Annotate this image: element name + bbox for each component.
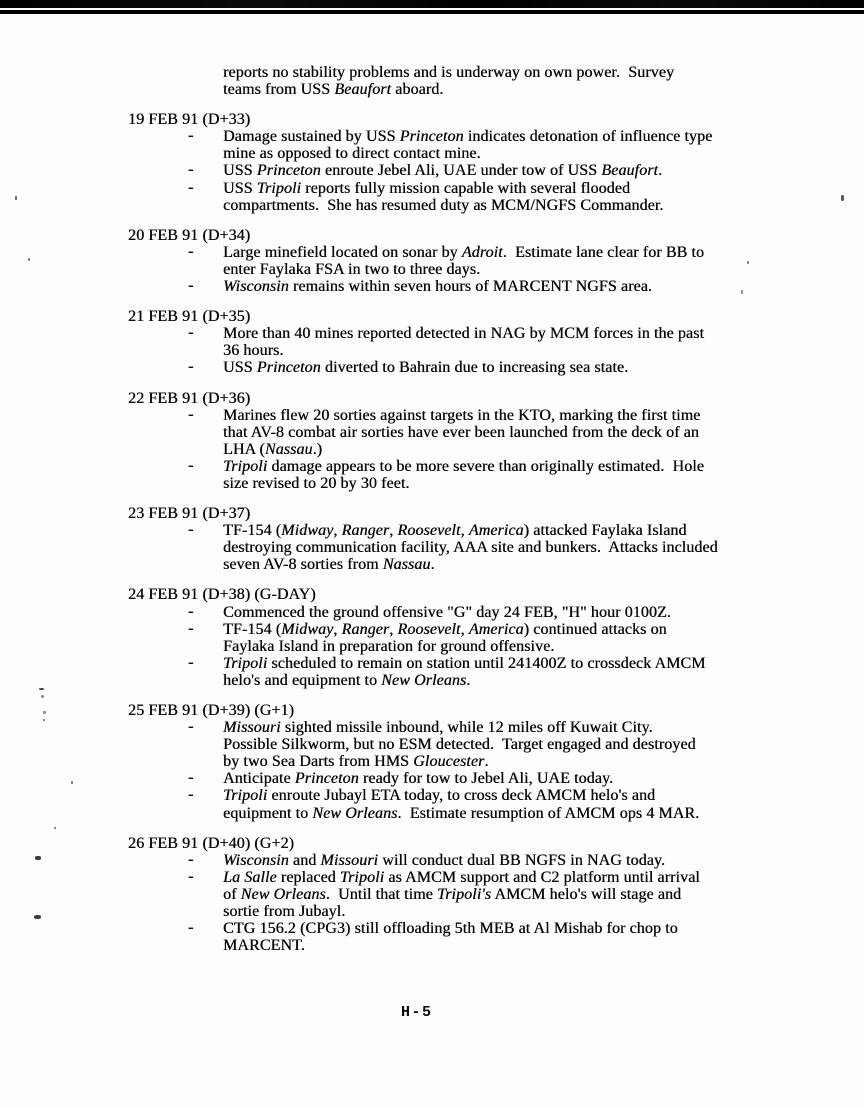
scan-speck xyxy=(41,695,44,698)
ship-name: Nassau xyxy=(264,440,313,458)
intro-paragraph xyxy=(223,64,828,98)
text-line: 36 hours. xyxy=(223,342,284,360)
date-section xyxy=(128,702,828,822)
ship-name: New Orleans xyxy=(381,671,467,689)
bullet-item xyxy=(188,718,828,771)
bullet-dash: - xyxy=(188,718,194,736)
scan-speck xyxy=(747,261,749,264)
text-line: Tripoli damage appears to be more severe than originally estimated. Hole xyxy=(223,457,704,475)
bullet-dash: - xyxy=(188,127,194,145)
bullet-dash: - xyxy=(188,919,194,937)
ship-name: Princeton xyxy=(256,359,321,377)
date-section xyxy=(128,308,828,376)
ship-name: La Salle xyxy=(223,868,277,886)
ship-name: Tripoli xyxy=(339,868,385,886)
document-body xyxy=(128,64,828,954)
text-line: Wisconsin and Missouri will conduct dual BB NGFS in NAG today. xyxy=(223,851,666,869)
ship-name: Beaufort xyxy=(601,162,659,180)
text-line: Damage sustained by USS Princeton indicates detonation of influence type xyxy=(223,128,713,146)
scan-artifact-top-line xyxy=(0,10,864,14)
ship-name: New Orleans xyxy=(240,885,326,903)
ship-name: Midway xyxy=(281,620,334,638)
text-line: Tripoli enroute Jubayl ETA today, to cross deck AMCM helo's and xyxy=(223,787,656,805)
text-line: destroying communication facility, AAA site and bunkers. Attacks included xyxy=(223,539,718,557)
ship-name: Tripoli xyxy=(223,654,268,672)
date-section xyxy=(128,586,828,689)
text-line: USS Princeton enroute Jebel Ali, UAE under tow of USS Beaufort. xyxy=(223,162,663,180)
text-line: Missouri sighted missile inbound, while 12 miles off Kuwait City. xyxy=(223,719,653,737)
text-line: of New Orleans. Until that time Tripoli's AMCM helo's will stage and xyxy=(223,885,682,903)
bullet-item xyxy=(188,602,828,621)
bullet-item xyxy=(188,277,828,296)
text-line: Possible Silkworm, but no ESM detected. Target engaged and destroyed xyxy=(223,736,696,754)
bullet-item xyxy=(188,456,828,492)
bullet-dash: - xyxy=(188,602,194,620)
bullet-dash: - xyxy=(188,653,194,671)
text-line: Faylaka Island in preparation for ground offensive. xyxy=(223,637,555,655)
section-heading: 19 FEB 91 (D+33) xyxy=(128,111,251,129)
section-heading: 24 FEB 91 (D+38) (G-DAY) xyxy=(128,586,316,604)
ship-name: Midway xyxy=(281,522,334,540)
bullet-item xyxy=(188,619,828,655)
text-line: compartments. She has resumed duty as MCM/NGFS Commander. xyxy=(223,196,664,214)
bullet-dash: - xyxy=(188,277,194,295)
bullet-item xyxy=(188,786,828,822)
text-line: Commenced the ground offensive "G" day 24 FEB, "H" hour 0100Z. xyxy=(223,603,671,621)
text-line: seven AV-8 sorties from Nassau. xyxy=(223,556,435,574)
bullet-dash: - xyxy=(188,521,194,539)
text-line: mine as opposed to direct contact mine. xyxy=(223,145,481,163)
scan-speck xyxy=(39,688,44,690)
scan-speck xyxy=(71,781,73,784)
scan-speck xyxy=(34,915,41,919)
text-line: USS Tripoli reports fully mission capable with several flooded xyxy=(223,179,631,197)
bullet-dash: - xyxy=(188,324,194,342)
bullet-dash: - xyxy=(188,867,194,885)
date-section xyxy=(128,835,828,955)
text-line: LHA (Nassau.) xyxy=(223,440,323,458)
ship-name: Gloucester xyxy=(413,753,485,771)
text-line: TF-154 (Midway, Ranger, Roosevelt, America) continued attacks on xyxy=(223,620,667,638)
date-section xyxy=(128,111,828,214)
ship-name: Ranger xyxy=(341,620,390,638)
text-line: Wisconsin remains within seven hours of MARCENT NGFS area. xyxy=(223,278,653,296)
section-heading: 21 FEB 91 (D+35) xyxy=(128,308,251,326)
text-line: helo's and equipment to New Orleans. xyxy=(223,671,471,689)
date-section xyxy=(128,227,828,295)
scan-artifact-top-bar xyxy=(0,0,864,8)
scan-speck xyxy=(841,195,844,201)
scan-speck xyxy=(15,196,17,200)
bullet-item xyxy=(188,521,828,574)
ship-name: Wisconsin xyxy=(223,851,289,869)
ship-name: America xyxy=(468,620,524,638)
bullet-item xyxy=(188,178,828,214)
ship-name: Princeton xyxy=(294,770,359,788)
bullet-dash: - xyxy=(188,456,194,474)
bullet-item xyxy=(188,161,828,180)
ship-name: Beaufort xyxy=(334,81,392,99)
scan-speck xyxy=(54,827,56,829)
bullet-dash: - xyxy=(188,178,194,196)
text-line: Marines flew 20 sorties against targets in the KTO, marking the first time xyxy=(223,406,701,424)
section-heading: 22 FEB 91 (D+36) xyxy=(128,389,251,407)
ship-name: Roosevelt xyxy=(397,522,461,540)
ship-name: Wisconsin xyxy=(223,278,289,296)
text-line: Large minefield located on sonar by Adroit. Estimate lane clear for BB to xyxy=(223,243,705,261)
section-heading: 26 FEB 91 (D+40) (G+2) xyxy=(128,834,295,852)
page-number: H-5 xyxy=(401,1004,433,1021)
bullet-item xyxy=(188,405,828,458)
bullet-dash: - xyxy=(188,619,194,637)
text-line: sortie from Jubayl. xyxy=(223,903,346,921)
ship-name: Roosevelt xyxy=(397,620,461,638)
ship-name: Tripoli xyxy=(256,179,302,197)
bullet-item xyxy=(188,919,828,955)
ship-name: Nassau xyxy=(382,556,431,574)
scan-speck xyxy=(35,856,41,860)
ship-name: Princeton xyxy=(399,128,464,146)
ship-name: Ranger xyxy=(341,522,390,540)
ship-name: Missouri xyxy=(320,851,379,869)
bullet-item xyxy=(188,127,828,163)
bullet-dash: - xyxy=(188,769,194,787)
text-line: USS Princeton diverted to Bahrain due to increasing sea state. xyxy=(223,359,629,377)
ship-name: Princeton xyxy=(256,162,321,180)
text-line: MARCENT. xyxy=(223,937,305,955)
scan-speck xyxy=(43,711,46,714)
ship-name: Tripoli's xyxy=(436,885,492,903)
text-line: teams from USS Beaufort aboard. xyxy=(223,81,444,99)
ship-name: Tripoli xyxy=(223,787,268,805)
text-line: CTG 156.2 (CPG3) still offloading 5th MEB at Al Mishab for chop to xyxy=(223,920,678,938)
ship-name: Tripoli xyxy=(223,457,268,475)
text-line: Anticipate Princeton ready for tow to Jebel Ali, UAE today. xyxy=(223,770,614,788)
ship-name: America xyxy=(468,522,524,540)
section-heading: 25 FEB 91 (D+39) (G+1) xyxy=(128,702,295,719)
bullet-item xyxy=(188,653,828,689)
bullet-dash: - xyxy=(188,161,194,179)
bullet-item xyxy=(188,242,828,278)
ship-name: New Orleans xyxy=(312,804,398,822)
scan-speck xyxy=(28,258,30,261)
text-line: enter Faylaka FSA in two to three days. xyxy=(223,260,481,278)
bullet-item xyxy=(188,850,828,869)
text-line: by two Sea Darts from HMS Gloucester. xyxy=(223,753,489,771)
section-heading: 23 FEB 91 (D+37) xyxy=(128,505,251,523)
text-line: Tripoli scheduled to remain on station until 241400Z to crossdeck AMCM xyxy=(223,654,706,672)
bullet-item xyxy=(188,358,828,377)
bullet-dash: - xyxy=(188,850,194,868)
text-line: La Salle replaced Tripoli as AMCM support and C2 platform until arrival xyxy=(223,868,700,886)
bullet-item xyxy=(188,867,828,921)
bullet-item xyxy=(188,769,828,788)
bullet-dash: - xyxy=(188,358,194,376)
bullet-item xyxy=(188,324,828,360)
text-line: TF-154 (Midway, Ranger, Roosevelt, America) attacked Faylaka Island xyxy=(223,522,687,540)
text-line: equipment to New Orleans. Estimate resumption of AMCM ops 4 MAR. xyxy=(223,804,700,822)
text-line: that AV-8 combat air sorties have ever been launched from the deck of an xyxy=(223,423,699,441)
text-line: size revised to 20 by 30 feet. xyxy=(223,474,410,492)
bullet-dash: - xyxy=(188,405,194,423)
ship-name: Adroit xyxy=(461,243,503,261)
date-section xyxy=(128,505,828,573)
scan-speck xyxy=(741,290,743,294)
bullet-dash: - xyxy=(188,786,194,804)
ship-name: Missouri xyxy=(223,719,281,737)
section-heading: 20 FEB 91 (D+34) xyxy=(128,226,251,244)
text-line: reports no stability problems and is underway on own power. Survey xyxy=(223,64,675,81)
date-section xyxy=(128,390,828,493)
text-line: More than 40 mines reported detected in NAG by MCM forces in the past xyxy=(223,325,705,343)
bullet-dash: - xyxy=(188,242,194,260)
scan-speck xyxy=(43,719,45,721)
